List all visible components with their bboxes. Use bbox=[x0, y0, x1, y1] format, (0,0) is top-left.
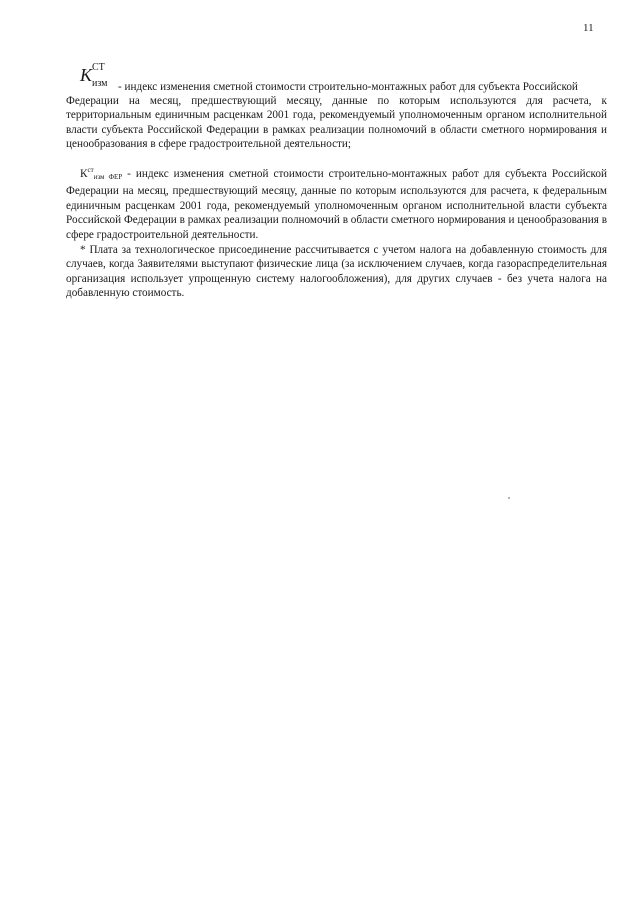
definition-text: - индекс изменения сметной стоимости строительно-монтажных работ для субъекта Российской Федерации на месяц, предшествующий месяцу, данные по которым используются для расчета, к федеральным единичным расценкам 2001 года, рекомендуемый уполномоченным органом исполнительной власти субъекта Российской Федерации в рамках реализации полномочий в области сметного нормирования и ценообразования в сфере градостроительной деятельности. bbox=[66, 168, 608, 241]
page-number: 11 bbox=[583, 22, 594, 34]
footnote-vat bbox=[66, 243, 607, 301]
symbol-subscript: изм bbox=[92, 78, 108, 89]
coefficient-definition-territorial bbox=[66, 60, 607, 152]
definition-head-text: - индекс изменения сметной стоимости строительно-монтажных работ для субъекта Российской bbox=[118, 81, 578, 93]
coefficient-definition-federal bbox=[66, 163, 607, 242]
symbol-base: К bbox=[80, 168, 88, 180]
footnote-text: * Плата за технологическое присоединение рассчитывается с учетом налога на добавленную стоимость для случаев, когда Заявителями выступают физические лица (за исключением случаев, когда газораспределительная организация использует упрощенную систему налогообложения), для других случаев - без учета налога на добавленную стоимость. bbox=[66, 244, 607, 300]
formula-symbol-territorial bbox=[66, 60, 607, 94]
definition-body-text: Федерации на месяц, предшествующий месяцу, данные по которым используются для расчета, к территориальным единичным расценкам 2001 года, рекомендуемый уполномоченным органом исполнительной власти субъекта Российской Федерации в рамках реализации полномочий в области сметного нормирования и ценообразования в сфере градостроительной деятельности; bbox=[66, 95, 607, 151]
symbol-subscript: изм ФЕР bbox=[93, 173, 123, 181]
symbol-superscript: ст bbox=[87, 166, 94, 174]
symbol-superscript: СТ bbox=[92, 62, 105, 73]
symbol-base: K bbox=[80, 65, 93, 85]
scan-speck bbox=[508, 497, 510, 499]
